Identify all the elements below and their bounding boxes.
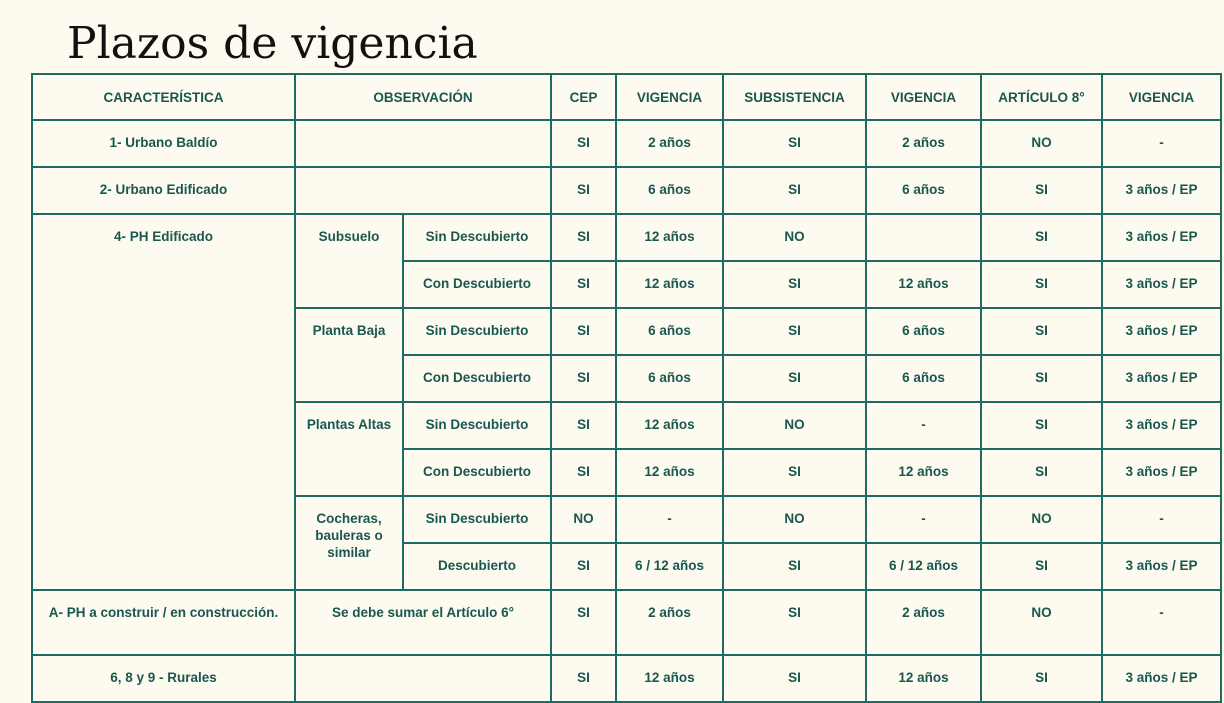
- header-cep: CEP: [551, 74, 616, 120]
- cep-cell: SI: [551, 449, 616, 496]
- cep-cell: SI: [551, 308, 616, 355]
- articulo-8-cell: SI: [981, 167, 1102, 214]
- vigencia-cell: 3 años / EP: [1102, 543, 1221, 590]
- vigencia-cell: 12 años: [616, 449, 723, 496]
- ubicacion-cell: Planta Baja: [295, 308, 403, 402]
- header-vigencia: VIGENCIA: [616, 74, 723, 120]
- observacion-cell: [295, 120, 551, 167]
- cep-cell: SI: [551, 261, 616, 308]
- header-caracteristica: CARACTERÍSTICA: [32, 74, 295, 120]
- vigencia-cell: 12 años: [866, 261, 981, 308]
- vigencia-cell: 6 / 12 años: [866, 543, 981, 590]
- caracteristica-cell: 6, 8 y 9 - Rurales: [32, 655, 295, 702]
- vigencia-cell: 6 años: [616, 355, 723, 402]
- vigencia-cell: -: [1102, 496, 1221, 543]
- vigencia-table: [31, 73, 1222, 703]
- vigencia-cell: 3 años / EP: [1102, 214, 1221, 261]
- cep-cell: NO: [551, 496, 616, 543]
- vigencia-cell: 3 años / EP: [1102, 402, 1221, 449]
- vigencia-cell: 6 años: [616, 167, 723, 214]
- vigencia-cell: 3 años / EP: [1102, 355, 1221, 402]
- ubicacion-cell: Cocheras, bauleras o similar: [295, 496, 403, 590]
- cep-cell: SI: [551, 214, 616, 261]
- vigencia-cell: 6 años: [616, 308, 723, 355]
- articulo-8-cell: SI: [981, 308, 1102, 355]
- vigencia-cell: 3 años / EP: [1102, 655, 1221, 702]
- articulo-8-cell: NO: [981, 496, 1102, 543]
- vigencia-cell: 3 años / EP: [1102, 167, 1221, 214]
- table-row: [32, 590, 1221, 655]
- vigencia-cell: 6 años: [866, 355, 981, 402]
- header-row: [32, 74, 1221, 120]
- articulo-8-cell: SI: [981, 543, 1102, 590]
- subsistencia-cell: SI: [723, 449, 866, 496]
- vigencia-cell: -: [616, 496, 723, 543]
- articulo-8-cell: SI: [981, 214, 1102, 261]
- vigencia-cell: 12 años: [866, 449, 981, 496]
- subsistencia-cell: SI: [723, 120, 866, 167]
- ubicacion-cell: Plantas Altas: [295, 402, 403, 496]
- header-subsistencia: SUBSISTENCIA: [723, 74, 866, 120]
- subsistencia-cell: SI: [723, 261, 866, 308]
- cep-cell: SI: [551, 402, 616, 449]
- header-observacion: OBSERVACIÓN: [295, 74, 551, 120]
- vigencia-cell: 6 años: [866, 308, 981, 355]
- observacion-cell: [295, 655, 551, 702]
- cep-cell: SI: [551, 167, 616, 214]
- articulo-8-cell: SI: [981, 655, 1102, 702]
- descubierto-cell: Descubierto: [403, 543, 551, 590]
- cep-cell: SI: [551, 590, 616, 655]
- subsistencia-cell: NO: [723, 214, 866, 261]
- table-row: [32, 655, 1221, 702]
- observacion-cell: Se debe sumar el Artículo 6°: [295, 590, 551, 655]
- cep-cell: SI: [551, 655, 616, 702]
- descubierto-cell: Sin Descubierto: [403, 308, 551, 355]
- vigencia-cell: 2 años: [616, 590, 723, 655]
- caracteristica-cell: 2- Urbano Edificado: [32, 167, 295, 214]
- vigencia-cell: 12 años: [616, 261, 723, 308]
- caracteristica-cell: 1- Urbano Baldío: [32, 120, 295, 167]
- descubierto-cell: Sin Descubierto: [403, 402, 551, 449]
- vigencia-cell: -: [1102, 120, 1221, 167]
- header-articulo-8: ARTÍCULO 8°: [981, 74, 1102, 120]
- descubierto-cell: Con Descubierto: [403, 449, 551, 496]
- table-row: [32, 214, 1221, 261]
- vigencia-cell: 2 años: [616, 120, 723, 167]
- header-vigencia: VIGENCIA: [866, 74, 981, 120]
- vigencia-cell: 12 años: [616, 214, 723, 261]
- page-title: Plazos de vigencia: [67, 18, 478, 69]
- articulo-8-cell: NO: [981, 120, 1102, 167]
- subsistencia-cell: NO: [723, 496, 866, 543]
- cep-cell: SI: [551, 120, 616, 167]
- vigencia-cell: 12 años: [616, 655, 723, 702]
- vigencia-cell: 6 / 12 años: [616, 543, 723, 590]
- table-row: [32, 167, 1221, 214]
- caracteristica-cell: 4- PH Edificado: [32, 214, 295, 590]
- vigencia-cell: -: [866, 496, 981, 543]
- vigencia-cell: 3 años / EP: [1102, 449, 1221, 496]
- subsistencia-cell: SI: [723, 543, 866, 590]
- vigencia-cell: 12 años: [866, 655, 981, 702]
- vigencia-cell: 3 años / EP: [1102, 308, 1221, 355]
- vigencia-cell: 2 años: [866, 590, 981, 655]
- vigencia-cell: 3 años / EP: [1102, 261, 1221, 308]
- vigencia-cell: 6 años: [866, 167, 981, 214]
- subsistencia-cell: SI: [723, 590, 866, 655]
- caracteristica-cell: A- PH a construir / en construcción.: [32, 590, 295, 655]
- descubierto-cell: Con Descubierto: [403, 261, 551, 308]
- vigencia-cell: 12 años: [616, 402, 723, 449]
- cep-cell: SI: [551, 355, 616, 402]
- articulo-8-cell: SI: [981, 402, 1102, 449]
- observacion-cell: [295, 167, 551, 214]
- subsistencia-cell: NO: [723, 402, 866, 449]
- descubierto-cell: Sin Descubierto: [403, 214, 551, 261]
- articulo-8-cell: SI: [981, 261, 1102, 308]
- descubierto-cell: Sin Descubierto: [403, 496, 551, 543]
- articulo-8-cell: SI: [981, 449, 1102, 496]
- descubierto-cell: Con Descubierto: [403, 355, 551, 402]
- subsistencia-cell: SI: [723, 355, 866, 402]
- vigencia-cell: -: [866, 402, 981, 449]
- subsistencia-cell: SI: [723, 167, 866, 214]
- subsistencia-cell: SI: [723, 308, 866, 355]
- subsistencia-cell: SI: [723, 655, 866, 702]
- header-vigencia: VIGENCIA: [1102, 74, 1221, 120]
- articulo-8-cell: NO: [981, 590, 1102, 655]
- vigencia-cell: [866, 214, 981, 261]
- vigencia-cell: 2 años: [866, 120, 981, 167]
- articulo-8-cell: SI: [981, 355, 1102, 402]
- table-row: [32, 120, 1221, 167]
- vigencia-cell: -: [1102, 590, 1221, 655]
- ubicacion-cell: Subsuelo: [295, 214, 403, 308]
- cep-cell: SI: [551, 543, 616, 590]
